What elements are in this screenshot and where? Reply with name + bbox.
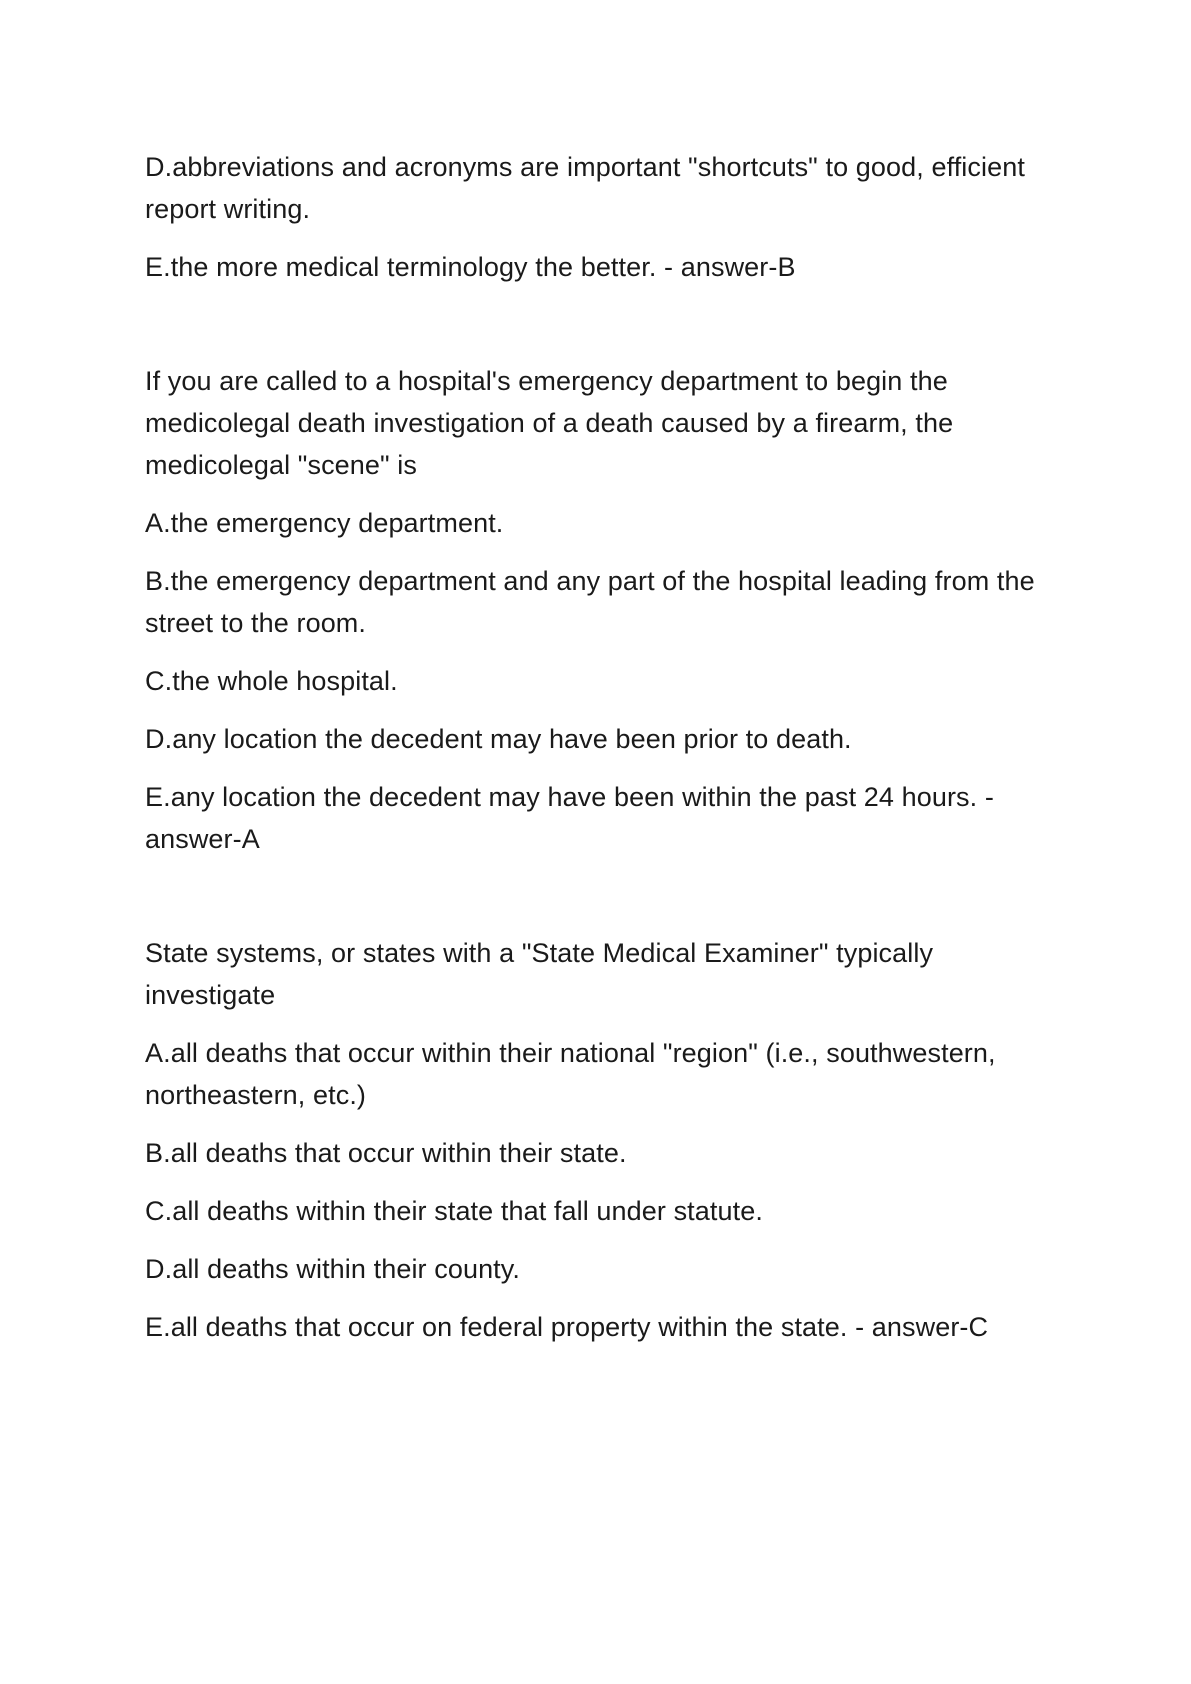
option-c-text: C.the whole hospital.	[145, 666, 398, 696]
option-d-text: D.abbreviations and acronyms are important "shortcuts" to good, efficient report writing.	[145, 152, 1025, 224]
question-text: If you are called to a hospital's emergency department to begin the medicolegal death investigation of a death caused by a firearm, the medicolegal "scene" is	[145, 366, 954, 480]
question-block-1-tail	[145, 146, 1060, 288]
option-a-text: A.all deaths that occur within their national "region" (i.e., southwestern, northeastern, etc.)	[145, 1038, 996, 1110]
option-b-text: B.the emergency department and any part of the hospital leading from the street to the room.	[145, 566, 1035, 638]
document-page	[145, 146, 1060, 1348]
option-e-with-answer: E.all deaths that occur on federal property within the state. - answer-C	[145, 1312, 989, 1342]
question-block-2	[145, 360, 1060, 860]
question-block-3	[145, 932, 1060, 1348]
option-e-with-answer: E.any location the decedent may have been within the past 24 hours. - answer-A	[145, 782, 994, 854]
option-d-text: D.any location the decedent may have been prior to death.	[145, 724, 852, 754]
option-d-text: D.all deaths within their county.	[145, 1254, 520, 1284]
question-text: State systems, or states with a "State Medical Examiner" typically investigate	[145, 938, 934, 1010]
option-e-with-answer: E.the more medical terminology the better. - answer-B	[145, 252, 796, 282]
option-c-text: C.all deaths within their state that fall under statute.	[145, 1196, 763, 1226]
option-b-text: B.all deaths that occur within their state.	[145, 1138, 627, 1168]
option-a-text: A.the emergency department.	[145, 508, 504, 538]
